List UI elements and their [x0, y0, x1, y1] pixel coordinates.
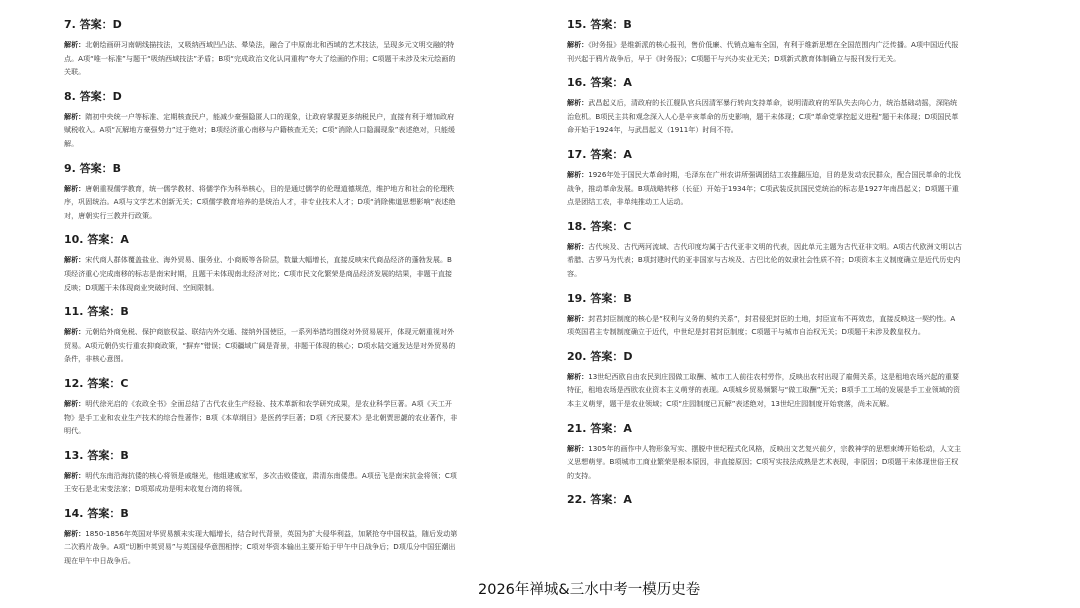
- analysis-paragraph: [64, 38, 459, 79]
- answer-item: [567, 422, 962, 483]
- analysis-label: 解析：: [64, 255, 86, 265]
- analysis-paragraph: [64, 469, 459, 496]
- answer-item: [567, 76, 962, 137]
- answer-heading: 18. 答案：C: [567, 219, 632, 233]
- analysis-text: 1850-1856年英国对华贸易额未实现大幅增长，结合时代背景，英国为扩大侵华利益，加紧抢夺中国权益，随后发动第二次鸦片战争。A项“切断中英贸易”与英国侵华意图相悖；C项对华资本输出主要开始于甲午中日战争后；D项瓜分中国狂潮出现在甲午中日战争后。: [64, 528, 458, 566]
- answer-item: [567, 220, 962, 281]
- analysis-text: 隋初中央统一户等标准、定期核查民户，能减少豪强隐匿人口的现象，让政府掌握更多纳税民户，直接有利于增加政府赋税收入。A项“瓦解地方豪强势力”过于绝对；B项经济重心南移与户籍核查无关；C项“消除人口隐漏现象”表述绝对，只能缓解。: [64, 111, 456, 148]
- analysis-label: 解析：: [567, 313, 589, 323]
- analysis-paragraph: [64, 397, 459, 438]
- answer-heading: 13. 答案：B: [64, 448, 129, 462]
- answer-item: [64, 305, 459, 366]
- analysis-label: 解析：: [64, 398, 86, 408]
- answer-heading: 12. 答案：C: [64, 376, 129, 390]
- analysis-paragraph: [567, 442, 962, 483]
- answer-item: [64, 162, 459, 223]
- analysis-label: 解析：: [567, 241, 589, 251]
- analysis-paragraph: [567, 312, 962, 339]
- analysis-label: 解析：: [64, 470, 86, 480]
- analysis-paragraph: [567, 96, 962, 137]
- answer-item: [567, 18, 962, 65]
- answer-item: [64, 449, 459, 496]
- answer-heading: 7. 答案：D: [64, 18, 122, 31]
- analysis-label: 解析：: [567, 98, 589, 108]
- answer-heading: 10. 答案：A: [64, 233, 129, 247]
- answer-item: [567, 493, 962, 506]
- analysis-paragraph: [567, 168, 962, 209]
- analysis-text: 明代东南沿海抗倭的核心将领是戚继光，他组建戚家军，多次击败倭寇，肃清东南倭患。A项岳飞是南宋抗金将领；C项王安石是北宋变法家；D项郑成功是明末收复台湾的将领。: [64, 470, 457, 494]
- answer-item: [64, 90, 459, 151]
- answer-item: [64, 377, 459, 438]
- analysis-label: 解析：: [64, 111, 86, 121]
- analysis-paragraph: [64, 527, 459, 568]
- page-caption: 2026年禅城&三水中考一模历史卷: [478, 582, 701, 598]
- analysis-text: 《时务报》是维新派的核心报刊，售价低廉、代销点遍布全国，有利于维新思想在全国范围内广泛传播。A项中国近代报刊兴起于鸦片战争后，早于《时务报》；C项题干与兴办实业无关；D项新式教育体制确立与报刊发行无关。: [567, 40, 959, 63]
- answer-heading: 9. 答案：B: [64, 161, 122, 175]
- answer-heading: 14. 答案：B: [64, 506, 129, 520]
- left-column: [64, 18, 459, 579]
- analysis-text: 宋代商人群体覆盖盐业、海外贸易、服务业、小商贩等各阶层，数量大幅增长，直接反映宋代商品经济的蓬勃发展。B项经济重心完成南移的标志是南宋时期，且题干未体现南北经济对比；C项市民文化繁荣是商品经济发展的结果，非题干直接反映；D项题干未体现商业突破时间、空间限制。: [64, 255, 453, 292]
- answer-item: [567, 292, 962, 339]
- analysis-text: 1305年的画作中人物形象写实、摆脱中世纪程式化风格，反映出文艺复兴前夕，宗教神学的思想束缚开始松动，人文主义思想萌芽。B项城市工商业繁荣是根本原因，非直接原因；C项写实技法成熟是艺术表现，非原因；D项题干未体现世俗王权的支持。: [567, 443, 962, 480]
- analysis-label: 解析：: [64, 327, 86, 337]
- answer-heading: 11. 答案：B: [64, 305, 129, 319]
- analysis-label: 解析：: [567, 169, 589, 179]
- analysis-text: 1926年处于国民大革命时期，毛泽东在广州农讲所强调团结工农推翻压迫，目的是发动农民群众，配合国民革命的北伐战争，推动革命发展。B项战略转移（长征）开始于1934年；C项武装反抗国民党统治的标志是1927年南昌起义；D项题干重点是团结工农，非单纯推动工人运动。: [567, 169, 962, 207]
- answer-item: [567, 350, 962, 411]
- analysis-text: 古代埃及、古代两河流域、古代印度均属于古代亚非文明的代表，因此单元主题为古代亚非文明。A项古代欧洲文明以古希腊、古罗马为代表；B项封建时代的亚非国家与古埃及、古巴比伦的奴隶社会性质不符；D项资本主义制度确立是近代历史内容。: [567, 241, 963, 278]
- analysis-text: 明代徐光启的《农政全书》全面总结了古代农业生产经验、技术革新和农学研究成果，是农业科学巨著。A项《天工开物》是手工业和农业生产技术的综合性著作；B项《本草纲目》是医药学巨著；D项《齐民要术》是北朝贾思勰的农业著作，非明代。: [64, 398, 458, 436]
- answer-heading: 8. 答案：D: [64, 89, 122, 103]
- answer-item: [64, 507, 459, 568]
- analysis-text: 13世纪西欧自由农民到庄园做工取酬、城市工人前往农村劳作，反映出农村出现了雇佣关系，这是租地农场兴起的重要特征，租地农场是西欧农业资本主义萌芽的表现。A项城乡贸易频繁与“做工取酬”无关；B项手工工场的发展是手工业领域的资本主义萌芽，题干是农业领域；C项“庄园制度已瓦解”表述绝对，13世纪庄园制度开始衰落，尚未瓦解。: [567, 371, 961, 408]
- answer-heading: 17. 答案：A: [567, 147, 632, 161]
- answer-heading: 21. 答案：A: [567, 421, 632, 435]
- analysis-text: 北朝绘画研习南朝线描技法，又吸纳西域凹凸法、晕染法，融合了中原南北和西域的艺术技法，呈现多元文明交融的特点。A项“唯一标准”与题干“吸纳西域技法”矛盾；B项“完成政治文化认同重构”夸大了绘画的作用；C项题干未涉及宋元绘画的关联。: [64, 40, 456, 77]
- answer-heading: 19. 答案：B: [567, 291, 632, 305]
- analysis-text: 元朝给外商免税、保护商旅权益、联结内外交通、接纳外国使臣，一系列举措均围绕对外贸易展开，体现元朝重视对外贸易。A项元朝仍实行重农抑商政策，“摒弃”错误；C项疆域广阔是背景，非题干体现的核心；D项水陆交通发达是对外贸易的条件，非核心意图。: [64, 327, 456, 364]
- analysis-paragraph: [64, 325, 459, 366]
- answer-item: [64, 233, 459, 294]
- analysis-label: 解析：: [64, 183, 86, 193]
- answer-heading: 15. 答案：B: [567, 18, 632, 31]
- analysis-text: 封君封臣制度的核心是“权利与义务的契约关系”，封君侵犯封臣的土地，封臣宣布不再效忠，直接反映这一契约性。A项英国君主专制制度确立于近代，中世纪是封君封臣制度；C项题干与城市自治权无关；D项题干未涉及教皇权力。: [567, 313, 956, 337]
- analysis-text: 唐朝重视儒学教育，统一儒学教材、将儒学作为科举核心，目的是通过儒学的伦理道德规范，维护地方和社会的伦理秩序，巩固统治。A项与文学艺术创新无关；C项儒学教育培养的是统治人才，非专业技术人才；D项“消除佛道思想影响”表述绝对，唐朝实行三教并行政策。: [64, 183, 456, 220]
- analysis-label: 解析：: [567, 371, 589, 381]
- analysis-label: 解析：: [64, 528, 86, 538]
- answer-heading: 20. 答案：D: [567, 349, 633, 363]
- analysis-paragraph: [64, 182, 459, 223]
- analysis-label: 解析：: [64, 40, 86, 49]
- analysis-paragraph: [567, 370, 962, 411]
- analysis-paragraph: [64, 110, 459, 151]
- answer-item: [64, 18, 459, 79]
- answer-item: [567, 148, 962, 209]
- right-column: [567, 18, 962, 517]
- answer-heading: 16. 答案：A: [567, 76, 632, 90]
- analysis-text: 武昌起义后，清政府的长江舰队官兵因清军暴行转向支持革命，说明清政府的军队失去向心力，统治基础动摇，深陷统治危机。B项民主共和观念深入人心是辛亥革命的历史影响，题干未体现；C项“革命党掌控起义进程”题干未体现；D项国民革命开始于1924年，与武昌起义（1911年）时间不符。: [567, 98, 959, 135]
- analysis-label: 解析：: [567, 443, 589, 453]
- answer-heading: 22. 答案：A: [567, 493, 632, 507]
- analysis-paragraph: [567, 38, 962, 65]
- analysis-paragraph: [64, 253, 459, 294]
- analysis-label: 解析：: [567, 40, 589, 49]
- analysis-paragraph: [567, 240, 962, 281]
